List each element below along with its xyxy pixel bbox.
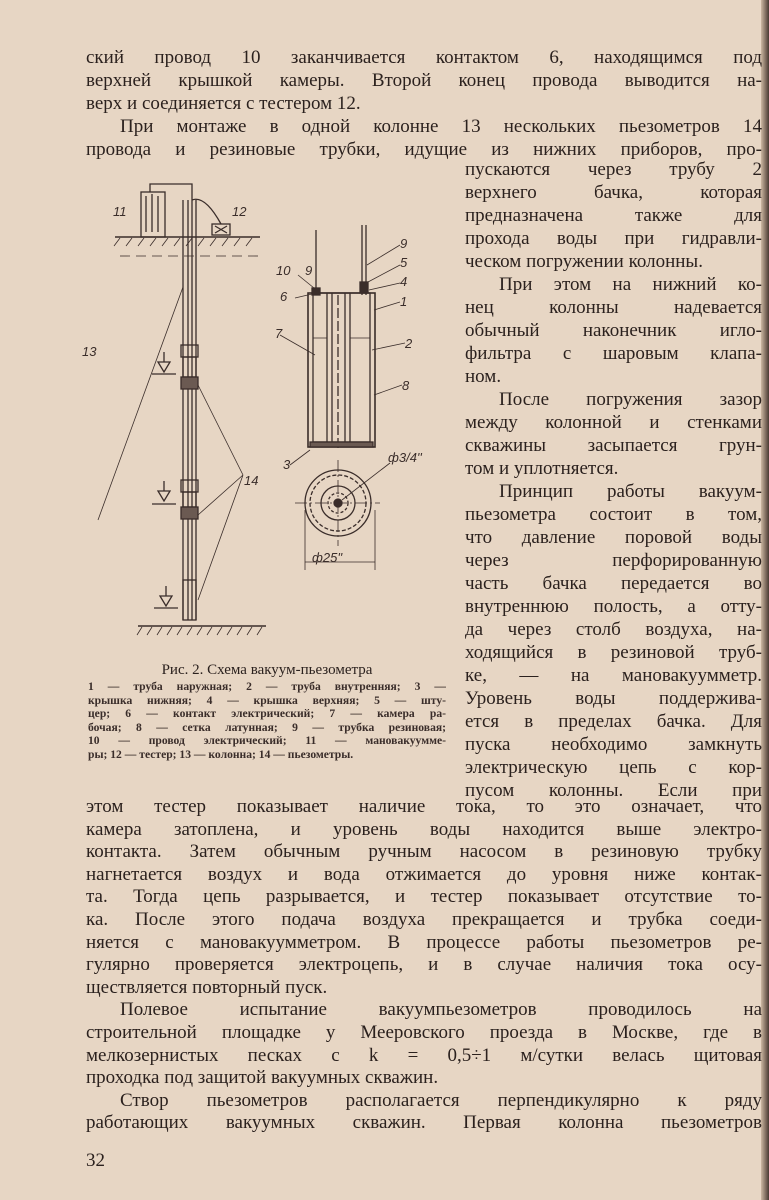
text-line: да через столб воздуха, на-	[465, 619, 762, 640]
text-line: пускаются через трубу 2	[465, 159, 762, 180]
figure-label-diameter-small: ф3/4''	[388, 450, 422, 465]
caption-line: бочая; 8 — сетка латунная; 9 — трубка резиновая;	[88, 720, 446, 734]
text-line: ется в пределах бачка. Для	[465, 711, 762, 732]
caption-line: 10 — провод электрический; 11 — мановакуумме-	[88, 734, 446, 748]
text-line: через перфорированную	[465, 550, 762, 571]
text-line: строительной площадке у Мееровского проезда в Москве, где в	[86, 1021, 762, 1043]
figure-label-10: 10	[276, 263, 291, 278]
text-line: верх и соединяется с тестером 12.	[86, 93, 361, 114]
text-line: внутреннюю полость, а отту-	[465, 596, 762, 617]
text-line: провода и резиновые трубки, идущие из нижних приборов, про-	[86, 139, 762, 160]
figure-label-12: 12	[232, 204, 247, 219]
text-line: гулярно проверяется электроцепь, и в случае наличия тока осу-	[86, 954, 762, 976]
figure-label-9-left: 9	[305, 263, 313, 278]
figure-label-4: 4	[400, 274, 408, 289]
text-line: фильтра с шаровым клапа-	[465, 343, 762, 364]
figure-label-6: 6	[280, 289, 288, 304]
text-line: Принцип работы вакуум-	[499, 481, 762, 502]
text-line: между колонной и стенками	[465, 412, 762, 433]
text-line: ческом погружении колонны.	[465, 251, 703, 272]
text-line: ществляется повторный пуск.	[86, 976, 328, 998]
text-line: пьезометра состоит в том,	[465, 504, 762, 525]
figure-label-5: 5	[400, 255, 408, 270]
figure-label-2: 2	[405, 336, 413, 351]
text-line: ке, — на мановакуумметр.	[465, 665, 762, 686]
text-line: Уровень воды поддержива-	[465, 688, 762, 709]
figure-label-diameter-large: ф25''	[312, 550, 343, 565]
figure-vacuum-piezometer-diagram	[80, 170, 460, 650]
text-line: прохода воды при гидравли-	[465, 228, 762, 249]
caption-title: Рис. 2. Схема вакуум-пьезометра	[161, 662, 373, 678]
figure-label-9-right: 9	[400, 236, 408, 251]
text-line: ходящийся в резиновой труб-	[465, 642, 762, 663]
text-line: мелкозернистых песках с k = 0,5÷1 м/сутки велась щитовая	[86, 1044, 762, 1066]
figure-label-14: 14	[244, 473, 259, 488]
text-line: электрическую цепь с кор-	[465, 757, 762, 778]
figure-label-8: 8	[402, 378, 410, 393]
text-line: При этом на нижний ко-	[499, 274, 762, 295]
figure-label-13: 13	[82, 344, 97, 359]
caption-line: 1 — труба наружная; 2 — труба внутренняя; 3 —	[88, 680, 446, 693]
text-line: камера затоплена, и уровень воды находится выше электро-	[86, 818, 762, 840]
text-line: ка. После этого подача воздуха прекращается и трубка соеди-	[86, 908, 762, 930]
page-number: 32	[86, 1150, 105, 1171]
text-line: часть бачка передается во	[465, 573, 762, 594]
figure-caption	[88, 660, 446, 762]
figure-label-11: 11	[113, 204, 127, 219]
text-line: Створ пьезометров располагается перпендикулярно к ряду	[120, 1089, 762, 1111]
text-line: няется с мановакуумметром. В процессе работы пьезометров ре-	[86, 931, 762, 953]
text-line: работающих вакуумных скважин. Первая колонна пьезометров	[86, 1112, 762, 1134]
text-line: этом тестер показывает наличие тока, то это означает, что	[86, 796, 762, 817]
text-line: ном.	[465, 366, 502, 387]
text-line: Полевое испытание вакуумпьезометров проводилось на	[120, 999, 762, 1021]
figure-label-1: 1	[400, 294, 408, 309]
figure-label-3: 3	[283, 457, 291, 472]
text-line: нагнетается воздух и вода отжимается до уровня ниже контак-	[86, 863, 762, 885]
bottom-paragraphs	[86, 796, 762, 1135]
figure-label-7: 7	[275, 326, 283, 341]
text-line: верхнего бачка, которая	[465, 182, 762, 203]
page-edge-shadow	[761, 0, 769, 1200]
text-line: том и уплотняется.	[465, 458, 619, 479]
caption-legend	[88, 680, 446, 762]
text-line: контакта. Затем обычным ручным насосом в резиновую трубку	[86, 841, 762, 863]
text-line: та. Тогда цепь разрывается, и тестер показывает отсутствие то-	[86, 886, 762, 908]
text-line: нец колонны надевается	[465, 297, 762, 318]
caption-line: цер; 6 — контакт электрический; 7 — камера ра-	[88, 707, 446, 721]
text-line: ский провод 10 заканчивается контактом 6, находящимся под	[86, 47, 762, 68]
text-line: верхней крышкой камеры. Второй конец провода выводится на-	[86, 70, 762, 91]
top-paragraph	[86, 46, 762, 161]
caption-line: ры; 12 — тестер; 13 — колонна; 14 — пьезометры.	[88, 747, 354, 761]
text-line: что давление поровой воды	[465, 527, 762, 548]
text-line: После погружения зазор	[499, 389, 762, 410]
text-line: скважины засыпается грун-	[465, 435, 762, 456]
text-line: обычный наконечник игло-	[465, 320, 762, 341]
text-line: пуска необходимо замкнуть	[465, 734, 762, 755]
text-line: При монтаже в одной колонне 13 нескольких пьезометров 14	[120, 116, 762, 137]
text-line: предназначена также для	[465, 205, 762, 226]
right-column-text	[465, 158, 762, 802]
text-line: проходка под защитой вакуумных скважин.	[86, 1067, 439, 1089]
text-line: пусом колонны. Если при	[465, 780, 762, 801]
caption-line: крышка нижняя; 4 — крышка верхняя; 5 — шту-	[88, 693, 446, 707]
